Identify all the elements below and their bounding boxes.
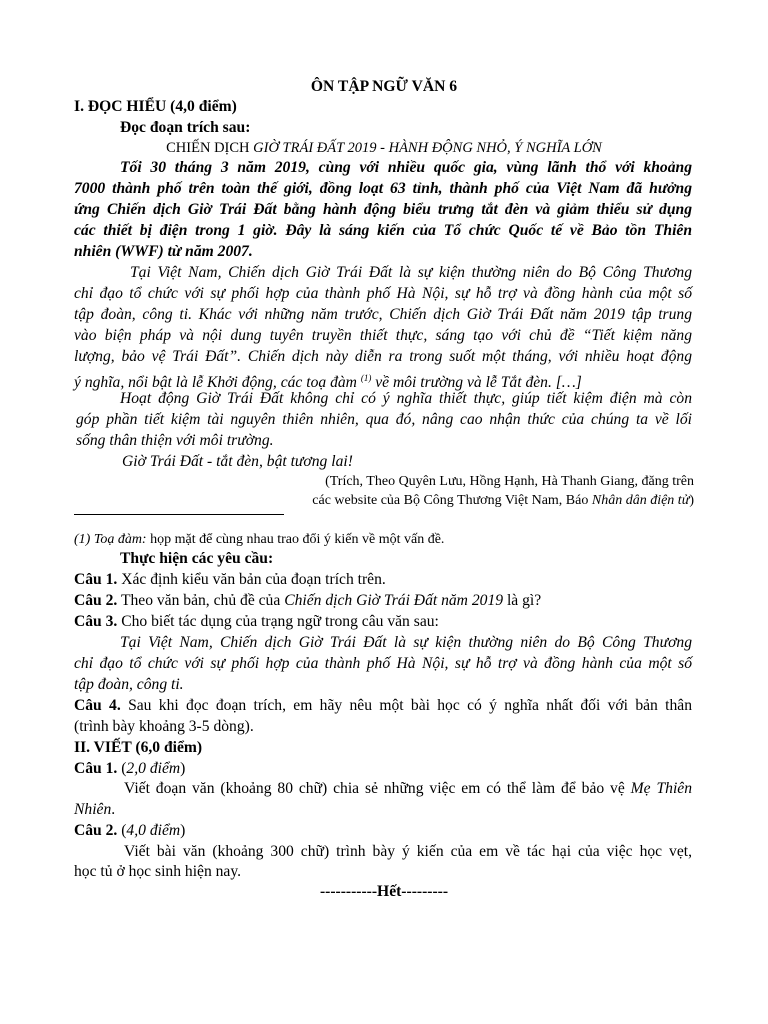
footnote-marker: (1): [360, 373, 372, 383]
writing-question-1-text: Viết đoạn văn (khoảng 80 chữ) chia sẻ những việc em có thể làm để bảo vệ: [124, 780, 631, 797]
writing-question-1-line2: [74, 800, 115, 820]
para1-line2: 7000 thành phố trên toàn thế giới, đồng loạt 63 tỉnh, thành phố của Việt Nam đã hưởng: [74, 180, 692, 197]
writing-question-2-open: (: [117, 822, 127, 839]
question-4-text-line1: Sau khi đọc đoạn trích, em hãy nêu một bài học có ý nghĩa nhất đối với bản thân: [120, 697, 692, 714]
writing-question-2-close: ): [180, 822, 186, 839]
para2-line5: lượng, bảo vệ Trái Đất”. Chiến dịch này diễn ra trong suốt một tháng, với nhiều hoạt động: [74, 348, 692, 365]
question-1-text: Xác định kiểu văn bản của đoạn trích trên.: [117, 571, 386, 588]
source-line2-b: ): [689, 493, 694, 508]
question-4-line2: (trình bày khoảng 3-5 dòng).: [74, 718, 254, 735]
section-heading-reading: I. ĐỌC HIỂU (4,0 điểm): [74, 98, 237, 115]
reading-instruction: Đọc đoạn trích sau:: [120, 119, 251, 136]
para2-line3: tập đoàn, công ti. Khác với những năm trước, Chiến dịch Giờ Trái Đất năm 2019 tập trung: [74, 306, 692, 323]
para1-line3: ứng Chiến dịch Giờ Trái Đất bằng hành động biểu trưng tắt đèn và giảm thiểu sử dụng: [74, 201, 692, 218]
para3-line2: góp phần tiết kiệm tài nguyên thiên nhiên, qua đó, nâng cao nhận thức của chúng ta về lối: [76, 411, 692, 428]
end-mark: -----------Hết---------: [319, 883, 449, 900]
passage-title-italic: GIỜ TRÁI ĐẤT 2019 - HÀNH ĐỘNG NHỎ, Ý NGHĨA LỚN: [253, 140, 602, 156]
page-title: ÔN TẬP NGỮ VĂN 6: [310, 78, 458, 95]
footnote-label: (1) Toạ đàm:: [74, 532, 147, 547]
question-3-text: Cho biết tác dụng của trạng ngữ trong câu văn sau:: [117, 613, 439, 630]
writing-question-1-line1: [124, 779, 692, 799]
question-3-quote-line3: tập đoàn, công ti.: [74, 676, 184, 693]
passage-title: [0, 138, 768, 158]
para3-line3: sống thân thiện với môi trường.: [76, 432, 274, 449]
writing-question-2-line1: Viết bài văn (khoảng 300 chữ) trình bày ý kiến của em về tác hại của việc học vẹt,: [124, 843, 692, 860]
question-3-quote-line1: Tại Việt Nam, Chiến dịch Giờ Trái Đất là sự kiện thường niên do Bộ Công Thương: [120, 634, 692, 651]
passage-title-prefix: CHIẾN DỊCH: [166, 140, 254, 156]
writing-question-1: [74, 759, 185, 779]
question-2-text-a: Theo văn bản, chủ đề của: [117, 592, 285, 609]
writing-question-2-line2: học tủ ở học sinh hiện nay.: [74, 863, 242, 880]
question-2-italic: Chiến dịch Giờ Trái Đất năm 2019: [284, 592, 504, 609]
source-line2: [312, 491, 694, 511]
tasks-heading: Thực hiện các yêu cầu:: [120, 550, 274, 567]
para2-line6-a: ý nghĩa, nổi bật là lễ Khởi động, các toạ đàm: [74, 374, 361, 391]
question-2-label: Câu 2.: [74, 592, 118, 609]
footnote-divider: [74, 514, 284, 515]
para2-line4: vào biện pháp và nội dung tuyên truyền thiết thực, sáng tạo với chủ đề “Tiết kiệm năng: [74, 327, 692, 344]
slogan: Giờ Trái Đất - tắt đèn, bật tương lai!: [122, 453, 353, 470]
writing-question-1-italic2: Nhiên: [74, 801, 112, 818]
writing-question-1-points: 2,0 điểm: [126, 760, 181, 777]
para3-line1: Hoạt động Giờ Trái Đất không chỉ có ý nghĩa thiết thực, giúp tiết kiệm điện mà còn: [120, 390, 692, 407]
writing-question-1-italic: Mẹ Thiên: [630, 780, 692, 797]
question-4-line1: [74, 696, 692, 716]
para1-line4: các thiết bị điện trong 1 giờ. Đây là sáng kiến của Tổ chức Quốc tế về Bảo tồn Thiên: [74, 222, 692, 239]
para2-line6-b: về môi trường và lễ Tắt đèn. […]: [371, 374, 582, 391]
question-3-quote-line2: chỉ đạo tổ chức với sự phối hợp của thành phố Hà Nội, sự hỗ trợ và đồng hành của một số: [74, 655, 692, 672]
question-1: [74, 570, 386, 590]
para2-line2: chỉ đạo tổ chức với sự phối hợp của thành phố Hà Nội, sự hỗ trợ và đồng hành của một số: [74, 285, 692, 302]
writing-question-2-points: 4,0 điểm: [126, 822, 181, 839]
writing-question-1-label: Câu 1.: [74, 760, 118, 777]
source-line2-a: các website của Bộ Công Thương Việt Nam, Báo: [312, 493, 592, 508]
question-3: [74, 612, 439, 632]
para1-line5: nhiên (WWF) từ năm 2007.: [74, 243, 253, 260]
writing-question-1-period: .: [111, 801, 116, 818]
source-line1: (Trích, Theo Quyên Lưu, Hồng Hạnh, Hà Thanh Giang, đăng trên: [325, 474, 694, 489]
question-4-label: Câu 4.: [74, 697, 121, 714]
section-heading-writing: II. VIẾT (6,0 điểm): [74, 739, 203, 756]
footnote-text: họp mặt để cùng nhau trao đổi ý kiến về một vấn đề.: [146, 532, 445, 547]
question-1-label: Câu 1.: [74, 571, 118, 588]
writing-question-2: [74, 821, 185, 841]
para1-line1: Tối 30 tháng 3 năm 2019, cùng với nhiều quốc gia, vùng lãnh thổ với khoảng: [120, 159, 692, 176]
writing-question-1-close: ): [180, 760, 186, 777]
writing-question-2-label: Câu 2.: [74, 822, 118, 839]
question-2-text-b: là gì?: [503, 592, 542, 609]
footnote: [74, 530, 444, 550]
question-2: [74, 591, 541, 611]
para2-line1: Tại Việt Nam, Chiến dịch Giờ Trái Đất là sự kiện thường niên do Bộ Công Thương: [130, 264, 692, 281]
writing-question-1-open: (: [117, 760, 127, 777]
question-3-label: Câu 3.: [74, 613, 118, 630]
source-line2-italic: Nhân dân điện tử: [591, 493, 690, 508]
